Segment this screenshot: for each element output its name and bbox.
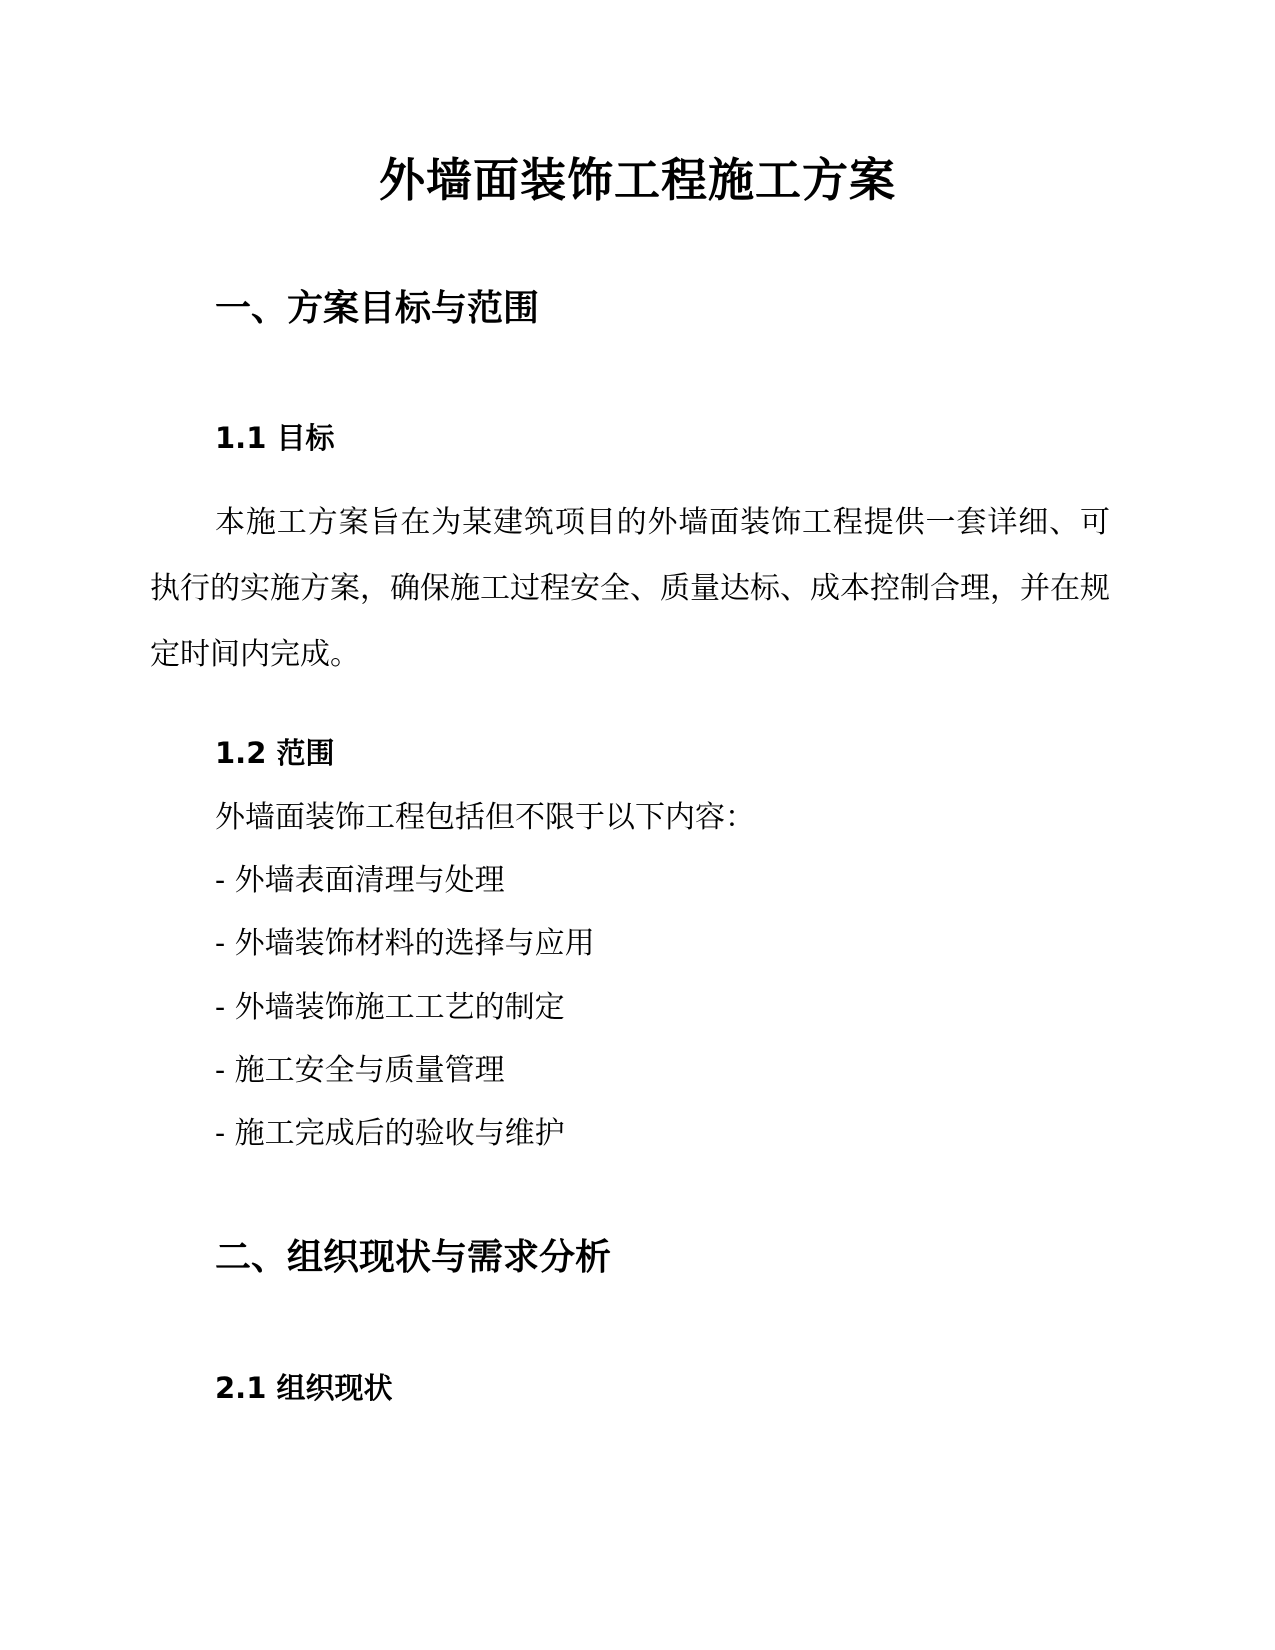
list-item: - 外墙表面清理与处理 bbox=[215, 863, 505, 898]
list-item: - 外墙装饰材料的选择与应用 bbox=[215, 926, 595, 961]
list-item: - 外墙装饰施工工艺的制定 bbox=[215, 990, 565, 1025]
list-item: - 施工安全与质量管理 bbox=[215, 1053, 505, 1088]
section-1-1-paragraph: 本施工方案旨在为某建筑项目的外墙面装饰工程提供一套详细、可执行的实施方案，确保施工过程安全、质量达标、成本控制合理，并在规定时间内完成。 bbox=[150, 505, 1110, 672]
section-1-1-heading: 1.1 目标 bbox=[215, 421, 335, 455]
section-2-heading: 二、组织现状与需求分析 bbox=[215, 1237, 612, 1278]
section-2-1-heading: 2.1 组织现状 bbox=[215, 1371, 393, 1405]
list-item: - 施工完成后的验收与维护 bbox=[215, 1116, 565, 1151]
section-1-2-heading: 1.2 范围 bbox=[215, 736, 335, 770]
section-1-2-intro: 外墙面装饰工程包括但不限于以下内容： bbox=[215, 800, 755, 835]
document-title: 外墙面装饰工程施工方案 bbox=[379, 153, 896, 207]
section-1-heading: 一、方案目标与范围 bbox=[215, 288, 540, 329]
